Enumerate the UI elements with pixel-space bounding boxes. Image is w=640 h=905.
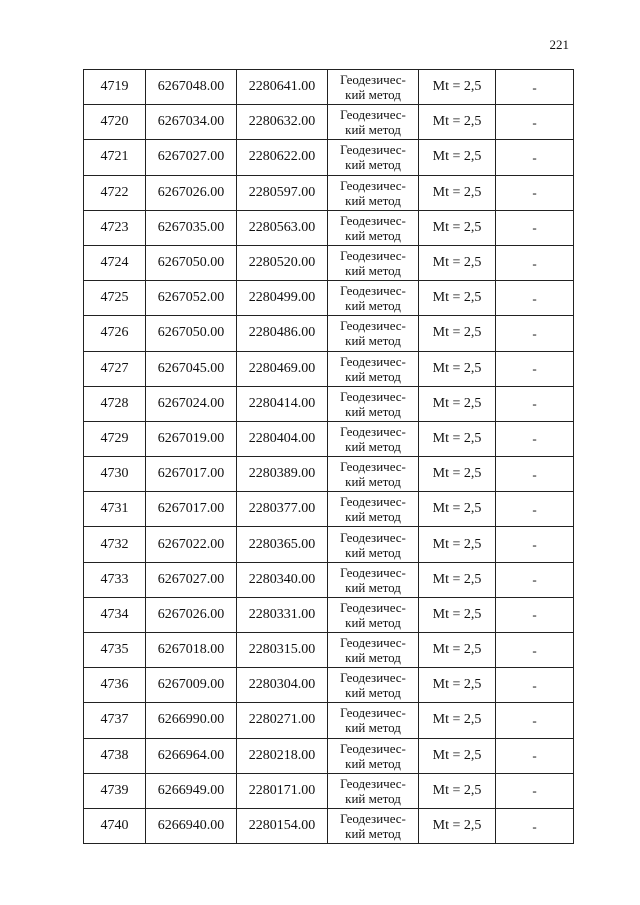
method-cell [328,210,419,245]
page-number: 221 [549,37,569,52]
note-cell: - [496,492,574,527]
point-number-cell: 4732 [84,527,146,562]
coordinates-table [83,69,574,844]
table-row [84,562,574,597]
method-cell [328,492,419,527]
point-number-cell: 4720 [84,105,146,140]
method-line-1: Геодезичес- [340,775,406,791]
table-row [84,492,574,527]
method-cell [328,457,419,492]
table-row [84,703,574,738]
method-cell [328,633,419,668]
y-coordinate-cell: 2280632.00 [237,105,328,140]
point-number-cell: 4736 [84,668,146,703]
method-line-2: кий метод [345,192,401,208]
method-line-2: кий метод [345,333,401,349]
note-cell: - [496,457,574,492]
accuracy-cell: Mt = 2,5 [419,386,496,421]
x-coordinate-cell: 6267052.00 [146,281,237,316]
note-cell: - [496,281,574,316]
point-number-cell: 4727 [84,351,146,386]
note-cell: - [496,773,574,808]
method-cell [328,245,419,280]
note-cell: - [496,210,574,245]
table-row [84,386,574,421]
point-number-cell: 4735 [84,633,146,668]
x-coordinate-cell: 6267027.00 [146,562,237,597]
method-cell [328,597,419,632]
method-line-1: Геодезичес- [340,811,406,827]
method-line-1: Геодезичес- [340,494,406,510]
x-coordinate-cell: 6266990.00 [146,703,237,738]
method-line-2: кий метод [345,298,401,314]
table-row [84,421,574,456]
note-cell: - [496,703,574,738]
method-line-1: Геодезичес- [340,142,406,158]
y-coordinate-cell: 2280641.00 [237,70,328,105]
method-line-1: Геодезичес- [340,72,406,88]
table-row [84,457,574,492]
y-coordinate-cell: 2280486.00 [237,316,328,351]
accuracy-cell: Mt = 2,5 [419,140,496,175]
method-line-2: кий метод [345,122,401,138]
accuracy-cell: Mt = 2,5 [419,105,496,140]
accuracy-cell: Mt = 2,5 [419,70,496,105]
method-line-2: кий метод [345,403,401,419]
method-line-1: Геодезичес- [340,318,406,334]
accuracy-cell: Mt = 2,5 [419,245,496,280]
point-number-cell: 4722 [84,175,146,210]
method-line-2: кий метод [345,509,401,525]
method-cell [328,738,419,773]
method-cell [328,386,419,421]
method-cell [328,773,419,808]
x-coordinate-cell: 6266949.00 [146,773,237,808]
note-cell: - [496,527,574,562]
method-line-2: кий метод [345,263,401,279]
y-coordinate-cell: 2280469.00 [237,351,328,386]
accuracy-cell: Mt = 2,5 [419,633,496,668]
point-number-cell: 4731 [84,492,146,527]
x-coordinate-cell: 6267050.00 [146,316,237,351]
method-line-1: Геодезичес- [340,423,406,439]
table-body [84,70,574,844]
method-line-1: Геодезичес- [340,740,406,756]
method-line-2: кий метод [345,87,401,103]
point-number-cell: 4733 [84,562,146,597]
x-coordinate-cell: 6267045.00 [146,351,237,386]
table-row [84,527,574,562]
table-row [84,316,574,351]
method-cell [328,140,419,175]
note-cell: - [496,351,574,386]
accuracy-cell: Mt = 2,5 [419,457,496,492]
y-coordinate-cell: 2280499.00 [237,281,328,316]
table-row [84,668,574,703]
y-coordinate-cell: 2280563.00 [237,210,328,245]
point-number-cell: 4725 [84,281,146,316]
x-coordinate-cell: 6267022.00 [146,527,237,562]
method-line-1: Геодезичес- [340,459,406,475]
method-line-2: кий метод [345,790,401,806]
method-line-2: кий метод [345,368,401,384]
y-coordinate-cell: 2280404.00 [237,421,328,456]
point-number-cell: 4721 [84,140,146,175]
y-coordinate-cell: 2280622.00 [237,140,328,175]
method-line-2: кий метод [345,579,401,595]
table-row [84,245,574,280]
method-cell [328,562,419,597]
method-line-2: кий метод [345,826,401,842]
note-cell: - [496,562,574,597]
x-coordinate-cell: 6267017.00 [146,492,237,527]
method-cell [328,281,419,316]
note-cell: - [496,70,574,105]
method-line-2: кий метод [345,650,401,666]
accuracy-cell: Mt = 2,5 [419,210,496,245]
method-line-2: кий метод [345,227,401,243]
method-line-2: кий метод [345,544,401,560]
method-line-1: Геодезичес- [340,670,406,686]
note-cell: - [496,421,574,456]
method-line-1: Геодезичес- [340,177,406,193]
method-line-2: кий метод [345,438,401,454]
note-cell: - [496,316,574,351]
note-cell: - [496,140,574,175]
point-number-cell: 4724 [84,245,146,280]
method-cell [328,351,419,386]
note-cell: - [496,808,574,843]
table-row [84,633,574,668]
point-number-cell: 4730 [84,457,146,492]
y-coordinate-cell: 2280218.00 [237,738,328,773]
x-coordinate-cell: 6267027.00 [146,140,237,175]
accuracy-cell: Mt = 2,5 [419,773,496,808]
y-coordinate-cell: 2280520.00 [237,245,328,280]
y-coordinate-cell: 2280414.00 [237,386,328,421]
y-coordinate-cell: 2280315.00 [237,633,328,668]
method-line-1: Геодезичес- [340,599,406,615]
method-cell [328,668,419,703]
accuracy-cell: Mt = 2,5 [419,808,496,843]
accuracy-cell: Mt = 2,5 [419,175,496,210]
note-cell: - [496,633,574,668]
method-line-1: Геодезичес- [340,283,406,299]
method-cell [328,703,419,738]
accuracy-cell: Mt = 2,5 [419,562,496,597]
note-cell: - [496,597,574,632]
table-row [84,140,574,175]
point-number-cell: 4729 [84,421,146,456]
accuracy-cell: Mt = 2,5 [419,738,496,773]
x-coordinate-cell: 6267019.00 [146,421,237,456]
note-cell: - [496,245,574,280]
x-coordinate-cell: 6266940.00 [146,808,237,843]
y-coordinate-cell: 2280365.00 [237,527,328,562]
table-row [84,773,574,808]
x-coordinate-cell: 6267034.00 [146,105,237,140]
method-cell [328,105,419,140]
point-number-cell: 4740 [84,808,146,843]
x-coordinate-cell: 6267026.00 [146,175,237,210]
y-coordinate-cell: 2280154.00 [237,808,328,843]
table-row [84,210,574,245]
point-number-cell: 4738 [84,738,146,773]
y-coordinate-cell: 2280389.00 [237,457,328,492]
x-coordinate-cell: 6267024.00 [146,386,237,421]
method-cell [328,421,419,456]
method-line-1: Геодезичес- [340,529,406,545]
y-coordinate-cell: 2280271.00 [237,703,328,738]
table-row [84,738,574,773]
note-cell: - [496,668,574,703]
table-row [84,351,574,386]
y-coordinate-cell: 2280377.00 [237,492,328,527]
point-number-cell: 4726 [84,316,146,351]
point-number-cell: 4728 [84,386,146,421]
note-cell: - [496,738,574,773]
method-line-2: кий метод [345,720,401,736]
accuracy-cell: Mt = 2,5 [419,281,496,316]
accuracy-cell: Mt = 2,5 [419,492,496,527]
y-coordinate-cell: 2280304.00 [237,668,328,703]
method-cell [328,808,419,843]
y-coordinate-cell: 2280331.00 [237,597,328,632]
method-line-2: кий метод [345,474,401,490]
method-line-1: Геодезичес- [340,212,406,228]
x-coordinate-cell: 6267035.00 [146,210,237,245]
accuracy-cell: Mt = 2,5 [419,421,496,456]
x-coordinate-cell: 6267017.00 [146,457,237,492]
y-coordinate-cell: 2280597.00 [237,175,328,210]
x-coordinate-cell: 6267050.00 [146,245,237,280]
method-line-1: Геодезичес- [340,388,406,404]
accuracy-cell: Mt = 2,5 [419,316,496,351]
method-line-2: кий метод [345,614,401,630]
note-cell: - [496,175,574,210]
y-coordinate-cell: 2280171.00 [237,773,328,808]
method-line-1: Геодезичес- [340,705,406,721]
table-row [84,597,574,632]
point-number-cell: 4734 [84,597,146,632]
point-number-cell: 4723 [84,210,146,245]
point-number-cell: 4737 [84,703,146,738]
x-coordinate-cell: 6266964.00 [146,738,237,773]
table-row [84,70,574,105]
table-row [84,808,574,843]
y-coordinate-cell: 2280340.00 [237,562,328,597]
method-cell [328,70,419,105]
x-coordinate-cell: 6267009.00 [146,668,237,703]
accuracy-cell: Mt = 2,5 [419,351,496,386]
method-line-1: Геодезичес- [340,564,406,580]
accuracy-cell: Mt = 2,5 [419,597,496,632]
method-cell [328,527,419,562]
table-row [84,175,574,210]
method-cell [328,316,419,351]
method-line-1: Геодезичес- [340,107,406,123]
x-coordinate-cell: 6267026.00 [146,597,237,632]
method-line-1: Геодезичес- [340,353,406,369]
table-row [84,281,574,316]
point-number-cell: 4739 [84,773,146,808]
table-row [84,105,574,140]
method-cell [328,175,419,210]
accuracy-cell: Mt = 2,5 [419,527,496,562]
accuracy-cell: Mt = 2,5 [419,703,496,738]
method-line-1: Геодезичес- [340,635,406,651]
accuracy-cell: Mt = 2,5 [419,668,496,703]
method-line-1: Геодезичес- [340,248,406,264]
method-line-2: кий метод [345,685,401,701]
note-cell: - [496,386,574,421]
method-line-2: кий метод [345,157,401,173]
method-line-2: кий метод [345,755,401,771]
x-coordinate-cell: 6267018.00 [146,633,237,668]
x-coordinate-cell: 6267048.00 [146,70,237,105]
note-cell: - [496,105,574,140]
point-number-cell: 4719 [84,70,146,105]
